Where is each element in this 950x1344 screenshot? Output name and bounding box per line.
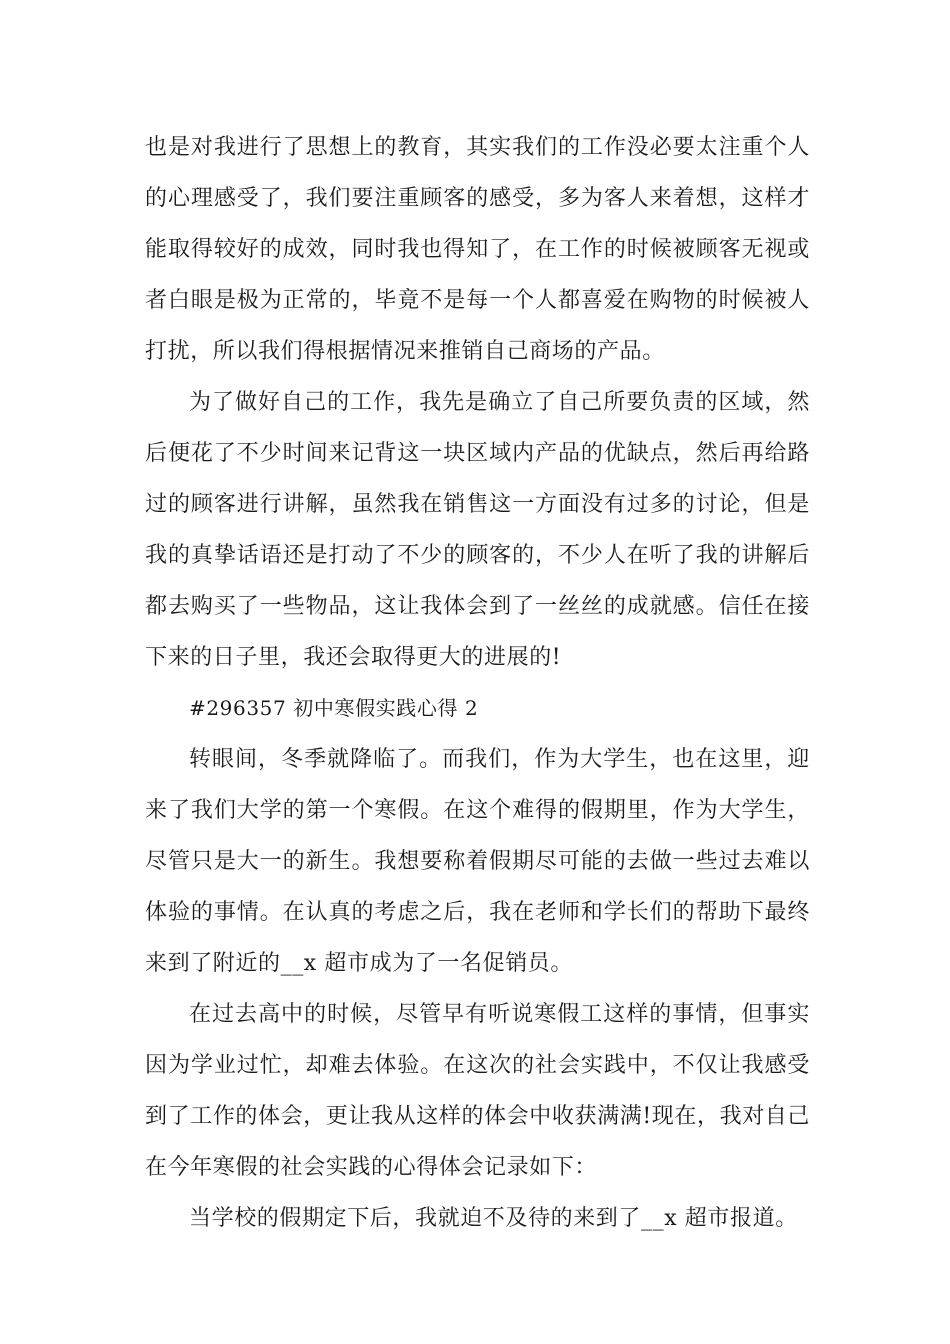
paragraph-continuation: 也是对我进行了思想上的教育，其实我们的工作没必要太注重个人的心理感受了，我们要注重顾客的感受，多为客人来着想，这样才能取得较好的成效，同时我也得知了，在工作的时候被顾客无视或者白眼是极为正常的，毕竟不是每一个人都喜爱在购物的时候被人打扰，所以我们得根据情况来推销自己商场的产品。 (145, 135, 810, 364)
paragraph-work-area: 为了做好自己的工作，我先是确立了自己所要负责的区域，然后便花了不少时间来记背这一块区域内产品的优缺点，然后再给路过的顾客进行讲解，虽然我在销售这一方面没有过多的讨论，但是我的真挚话语还是打动了不少的顾客的，不少人在听了我的讲解后都去购买了一些物品，这让我体会到了一丝丝的成就感。信任在接下来的日子里，我还会取得更大的进展的! (145, 390, 810, 670)
paragraph-high-school: 在过去高中的时候，尽管早有听说寒假工这样的事情，但事实因为学业过忙，却难去体验。在这次的社会实践中，不仅让我感受到了工作的体会，更让我从这样的体会中收获满满!现在，我对自己在今年寒假的社会实践的心得体会记录如下： (145, 1002, 810, 1180)
document-body (145, 122, 810, 1244)
paragraph-winter-break: 转眼间，冬季就降临了。而我们，作为大学生，也在这里，迎来了我们大学的第一个寒假。在这个难得的假期里，作为大学生，尽管只是大一的新生。我想要称着假期尽可能的去做一些过去难以体验的事情。在认真的考虑之后，我在老师和学长们的帮助下最终来到了附近的__x 超市成为了一名促销员。 (145, 747, 810, 976)
section-heading: #296357 初中寒假实践心得 2 (189, 696, 479, 720)
paragraph-report: 当学校的假期定下后，我就迫不及待的来到了__x 超市报道。 (189, 1206, 798, 1231)
